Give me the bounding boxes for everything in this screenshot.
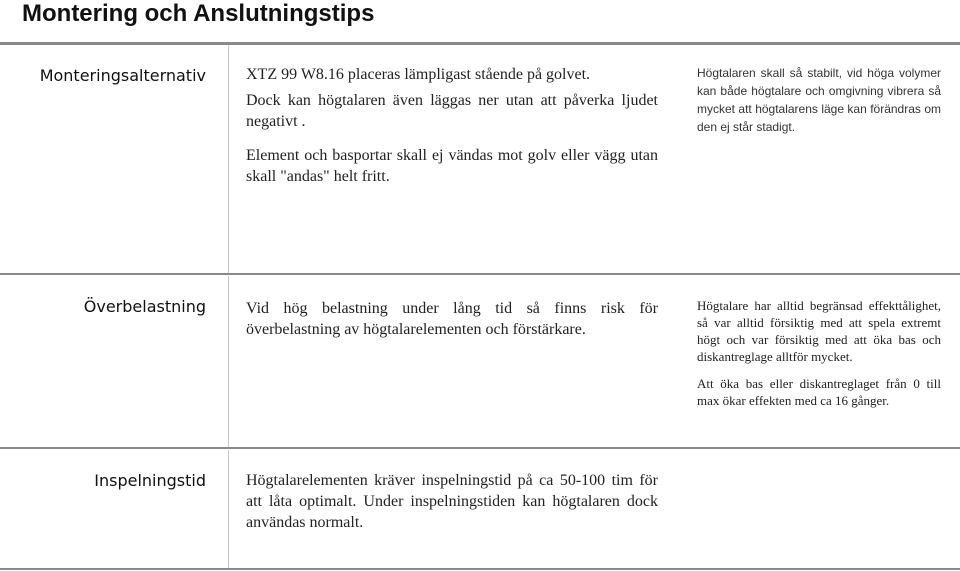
paragraph: Element och basportar skall ej vändas mot golv eller vägg utan skall "andas" helt fritt. (246, 147, 658, 185)
column-divider (228, 45, 229, 274)
paragraph: Att öka bas eller diskantreglaget från 0 till max ökar effekten med ca 16 gånger. (697, 376, 941, 408)
section-divider (0, 447, 960, 449)
paragraph: Högtalare har alltid begränsad effekttålighet, så var alltid försiktig med att spela extremt högt och var försiktig med att öka bas och diskantreglage alltför mycket. (697, 298, 941, 364)
column-divider (228, 450, 229, 570)
header-divider (0, 42, 960, 45)
section-main-text (246, 298, 658, 352)
section-main-text (246, 470, 658, 545)
section-label-inspelningstid: Inspelningstid (94, 471, 206, 490)
page-title: Montering och Anslutningstips (22, 0, 375, 27)
paragraph: Högtalaren skall så stabilt, vid höga volymer kan både högtalare och omgivning vibrera så mycket att högtalarens läge kan förändras om den ej står stadigt. (697, 66, 941, 134)
section-label-overbelastning: Överbelastning (83, 297, 206, 316)
bottom-divider (0, 568, 960, 570)
section-side-text (697, 64, 941, 146)
column-divider (228, 276, 229, 448)
paragraph: Vid hög belastning under lång tid så finns risk för överbelastning av högtalarelementen och förstärkare. (246, 300, 658, 338)
paragraph: Dock kan högtalaren även läggas ner utan att påverka ljudet negativt . (246, 92, 658, 130)
section-main-text (246, 64, 658, 199)
section-label-monteringsalternativ: Monteringsalternativ (39, 66, 206, 85)
paragraph: Högtalarelementen kräver inspelningstid på ca 50-100 tim för att låta optimalt. Under inspelningstiden kan högtalaren dock användas normalt. (246, 472, 658, 531)
paragraph: XTZ 99 W8.16 placeras lämpligast stående på golvet. (246, 66, 591, 83)
section-side-text (697, 297, 941, 419)
section-divider (0, 273, 960, 275)
